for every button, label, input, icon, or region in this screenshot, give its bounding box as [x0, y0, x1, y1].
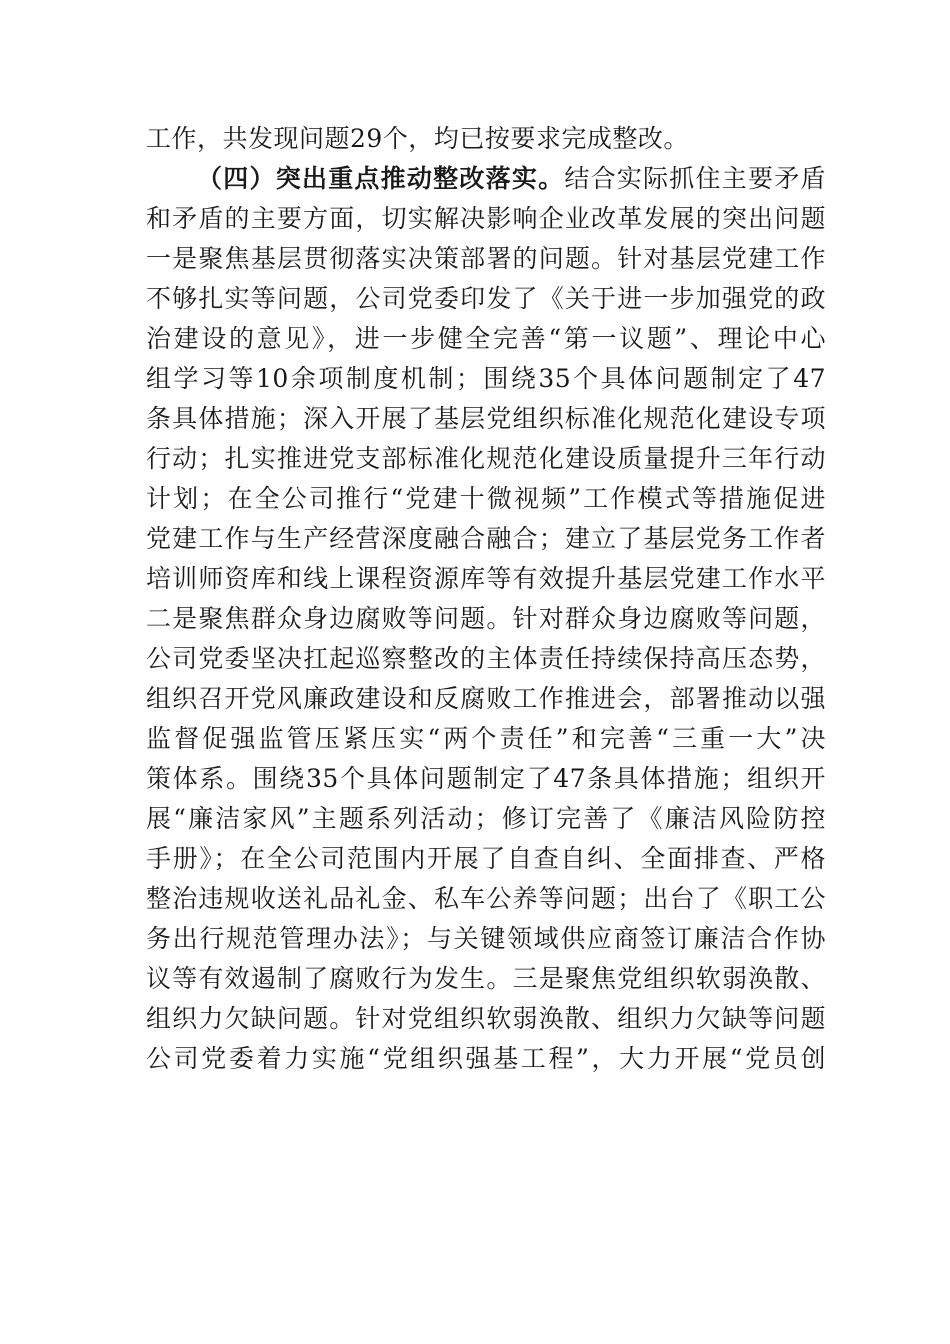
text-line: 治建设的意见》，进一步健全完善“第一议题”、理论中心: [146, 324, 826, 353]
text-line: 组学习等10余项制度机制；围绕35个具体问题制定了47: [146, 364, 826, 393]
text-line: 议等有效遏制了腐败行为发生。三是聚焦党组织软弱涣散、: [146, 964, 826, 993]
text-line: 一是聚焦基层贯彻落实决策部署的问题。针对基层党建工作: [146, 244, 826, 273]
text-line: 策体系。围绕35个具体问题制定了47条具体措施；组织开: [146, 764, 826, 793]
text-line: 不够扎实等问题，公司党委印发了《关于进一步加强党的政: [146, 284, 826, 313]
text-line: 展“廉洁家风”主题系列活动；修订完善了《廉洁风险防控: [146, 804, 826, 833]
text-line: 和矛盾的主要方面，切实解决影响企业改革发展的突出问题: [146, 204, 826, 233]
text-line: 公司党委着力实施“党组织强基工程”，大力开展“党员创: [146, 1044, 826, 1073]
text-line: 条具体措施；深入开展了基层党组织标准化规范化建设专项: [146, 404, 826, 433]
text-line: 工作，共发现问题29个，均已按要求完成整改。: [146, 124, 689, 153]
text-line: 整治违规收送礼品礼金、私车公养等问题；出台了《职工公: [146, 884, 826, 913]
text-line: 务出行规范管理办法》；与关键领域供应商签订廉洁合作协: [146, 924, 826, 953]
text-line: 公司党委坚决扛起巡察整改的主体责任持续保持高压态势，: [146, 644, 826, 673]
text-line: 组织召开党风廉政建设和反腐败工作推进会，部署推动以强: [146, 684, 826, 713]
section-heading: （四）突出重点推动整改落实。: [197, 164, 565, 193]
text-line: 计划；在全公司推行“党建十微视频”工作模式等措施促进: [146, 484, 826, 513]
text-line: 二是聚焦群众身边腐败等问题。针对群众身边腐败等问题，: [146, 604, 826, 633]
text-line: 行动；扎实推进党支部标准化规范化建设质量提升三年行动: [146, 444, 826, 473]
section-heading-line: [197, 159, 826, 199]
text-line: 组织力欠缺问题。针对党组织软弱涣散、组织力欠缺等问题: [146, 1004, 826, 1033]
text-line: 党建工作与生产经营深度融合融合；建立了基层党务工作者: [146, 524, 826, 553]
text-span: 结合实际抓住主要矛盾: [564, 164, 826, 193]
text-line: 监督促强监管压紧压实“两个责任”和完善“三重一大”决: [146, 724, 826, 753]
text-line: 培训师资库和线上课程资源库等有效提升基层党建工作水平: [146, 564, 826, 593]
text-line: 手册》；在全公司范围内开展了自查自纠、全面排查、严格: [146, 844, 826, 873]
